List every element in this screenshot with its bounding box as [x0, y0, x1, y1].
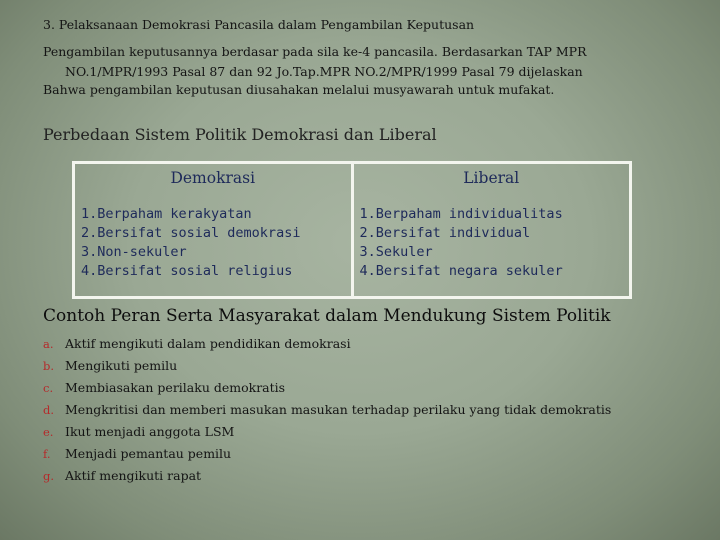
comparison-table	[72, 161, 632, 299]
list-marker: e.	[43, 425, 54, 439]
list-item-text: Mengikuti pemilu	[65, 358, 178, 373]
list-item	[43, 335, 611, 357]
list-item-text: Menjadi pemantau pemilu	[65, 446, 232, 461]
list-item	[43, 379, 611, 401]
column-list	[354, 205, 630, 281]
list-item	[43, 423, 611, 445]
paragraph-line-3: Bahwa pengambilan keputusan diusahakan melalui musyawarah untuk mufakat.	[43, 82, 555, 97]
column-header: Demokrasi	[170, 169, 256, 187]
list-marker: c.	[43, 381, 54, 395]
list-marker: b.	[43, 359, 55, 373]
list-item: 3.Sekuler	[359, 244, 433, 260]
paragraph-line-1: Pengambilan keputusannya berdasar pada sila ke-4 pancasila. Berdasarkan TAP MPR	[43, 44, 587, 59]
list-marker: f.	[43, 447, 51, 461]
list-marker: d.	[43, 403, 55, 417]
list-item	[43, 401, 611, 423]
list-marker: a.	[43, 337, 54, 351]
list-item: 4.Bersifat negara sekuler	[359, 263, 563, 279]
section-heading: 3. Pelaksanaan Demokrasi Pancasila dalam Pengambilan Keputusan	[43, 17, 475, 32]
list-item: 2.Bersifat individual	[359, 225, 531, 241]
paragraph-line-2: NO.1/MPR/1993 Pasal 87 dan 92 Jo.Tap.MPR NO.2/MPR/1999 Pasal 79 dijelaskan	[65, 64, 583, 79]
list-item: 1.Berpaham kerakyatan	[81, 206, 252, 222]
list-item: 4.Bersifat sosial religius	[81, 263, 293, 279]
list-item-text: Aktif mengikuti dalam pendidikan demokrasi	[65, 336, 351, 351]
list-item-text: Aktif mengikuti rapat	[65, 468, 202, 483]
list-item	[43, 467, 611, 489]
list-item	[43, 357, 611, 379]
list-item-text: Membiasakan perilaku demokratis	[65, 380, 286, 395]
list-item: 1.Berpaham individualitas	[359, 206, 563, 222]
list-item-text: Ikut menjadi anggota LSM	[65, 424, 235, 439]
list-item: 3.Non-sekuler	[81, 244, 187, 260]
comparison-column-liberal	[352, 163, 631, 298]
comparison-column-demokrasi	[74, 163, 353, 298]
examples-list	[43, 335, 611, 489]
list-marker: g.	[43, 469, 55, 483]
column-header: Liberal	[463, 169, 520, 187]
list-item: 2.Bersifat sosial demokrasi	[81, 225, 301, 241]
list-item	[43, 445, 611, 467]
column-list	[75, 205, 351, 281]
comparison-title: Perbedaan Sistem Politik Demokrasi dan Liberal	[43, 125, 437, 144]
examples-title: Contoh Peran Serta Masyarakat dalam Mendukung Sistem Politik	[43, 306, 611, 326]
list-item-text: Mengkritisi dan memberi masukan masukan terhadap perilaku yang tidak demokratis	[65, 402, 612, 417]
decision-paragraph	[43, 42, 613, 82]
